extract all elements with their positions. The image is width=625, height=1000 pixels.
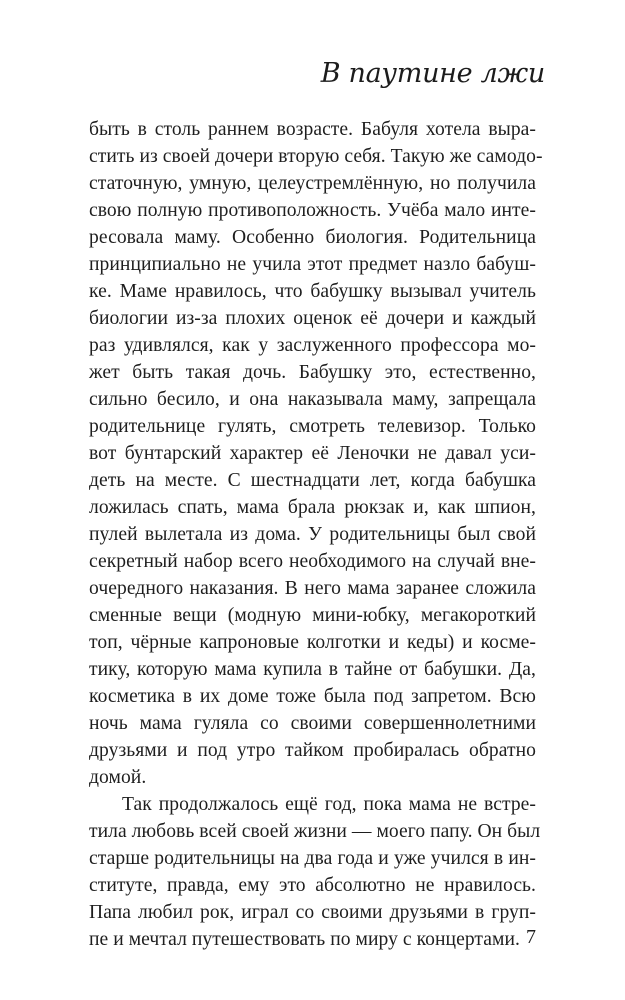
text-line: косметика в их доме тоже была под запретом. Всю <box>89 686 536 707</box>
text-line: пе и мечтал путешествовать по миру с концертами. <box>89 929 520 950</box>
text-line: ночь мама гуляла со своими совершеннолетними <box>89 713 536 734</box>
text-line: очередного наказания. В него мама заранее сложила <box>89 578 536 599</box>
body-text <box>89 116 543 953</box>
text-line: сменные вещи (модную мини-юбку, мегакороткий <box>89 605 536 626</box>
text-line: Так продолжалось ещё год, пока мама не встре- <box>122 794 536 815</box>
text-line: быть в столь раннем возрасте. Бабуля хотела выра- <box>89 119 536 140</box>
text-line: пулей вылетала из дома. У родительницы был свой <box>89 524 536 545</box>
text-line: родительнице гулять, смотреть телевизор. Только <box>89 416 536 437</box>
text-line: принципиально не учила этот предмет назло бабуш- <box>89 254 536 275</box>
paragraph <box>89 791 541 953</box>
text-line: деть на месте. С шестнадцати лет, когда бабушка <box>89 470 536 491</box>
page-number: 7 <box>526 926 536 948</box>
text-line: Папа любил рок, играл со своими друзьями в груп- <box>89 902 536 923</box>
text-line: ке. Маме нравилось, что бабушку вызывал учитель <box>89 281 536 302</box>
text-line: тила любовь всей своей жизни — моего папу. Он был <box>89 821 541 842</box>
text-line: вот бунтарский характер её Леночки не давал уси- <box>89 443 536 464</box>
text-line: топ, чёрные капроновые колготки и кеды) и косме- <box>89 632 536 653</box>
text-line: статочную, умную, целеустремлённую, но получила <box>89 173 536 194</box>
text-line: раз удивлялся, как у заслуженного профессора мо- <box>89 335 536 356</box>
text-line: тику, которую мама купила в тайне от бабушки. Да, <box>89 659 536 680</box>
text-line: биологии из-за плохих оценок её дочери и каждый <box>89 308 536 329</box>
text-line: сильно бесило, и она наказывала маму, запрещала <box>89 389 536 410</box>
text-line: ложилась спать, мама брала рюкзак и, как шпион, <box>89 497 536 518</box>
paragraph <box>89 116 543 791</box>
text-line: друзьями и под утро тайком пробиралась обратно <box>89 740 536 761</box>
running-header: В паутине лжи <box>320 58 545 89</box>
text-line: жет быть такая дочь. Бабушку это, естественно, <box>89 362 536 383</box>
text-line: ституте, правда, ему это абсолютно не нравилось. <box>89 875 536 896</box>
text-line: старше родительницы на два года и уже учился в ин- <box>89 848 536 869</box>
text-line: домой. <box>89 767 147 788</box>
text-line: стить из своей дочери вторую себя. Такую же самодо- <box>89 146 543 167</box>
text-line: свою полную противоположность. Учёба мало инте- <box>89 200 536 221</box>
text-line: ресовала маму. Особенно биология. Родительница <box>89 227 536 248</box>
text-line: секретный набор всего необходимого на случай вне- <box>89 551 536 572</box>
